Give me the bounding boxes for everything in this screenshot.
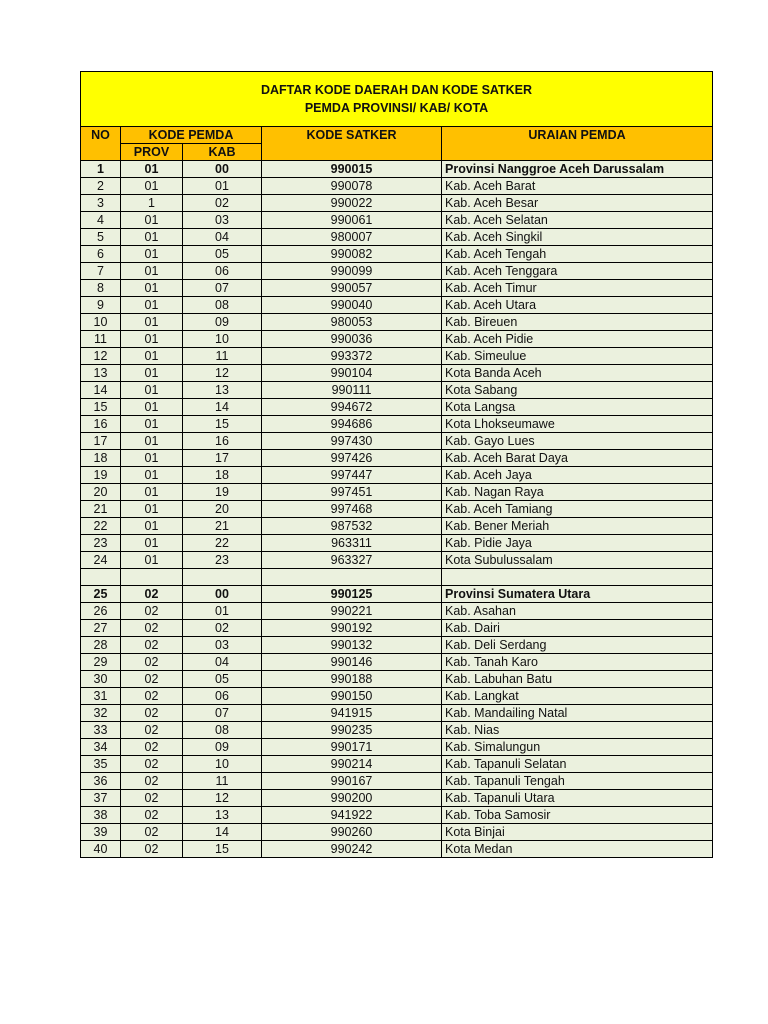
cell-prov: 01 (121, 280, 183, 297)
cell-no: 10 (81, 314, 121, 331)
cell-satker: 990082 (262, 246, 442, 263)
cell-satker: 980053 (262, 314, 442, 331)
cell-satker: 990188 (262, 671, 442, 688)
cell-satker: 990200 (262, 790, 442, 807)
cell-satker: 990061 (262, 212, 442, 229)
cell-prov: 01 (121, 263, 183, 280)
cell-prov: 01 (121, 229, 183, 246)
cell-kab: 00 (183, 586, 262, 603)
cell-kab: 13 (183, 807, 262, 824)
cell-kab: 14 (183, 824, 262, 841)
header-no: NO (81, 127, 121, 161)
cell-satker: 990167 (262, 773, 442, 790)
cell-kab: 22 (183, 535, 262, 552)
cell-no: 15 (81, 399, 121, 416)
cell-satker: 990132 (262, 637, 442, 654)
cell-no: 9 (81, 297, 121, 314)
cell-prov: 1 (121, 195, 183, 212)
cell-no: 23 (81, 535, 121, 552)
cell-prov: 02 (121, 620, 183, 637)
cell-kab: 06 (183, 263, 262, 280)
table-row (81, 671, 713, 688)
table-row (81, 756, 713, 773)
cell-prov: 01 (121, 501, 183, 518)
table-row (81, 739, 713, 756)
table-row (81, 263, 713, 280)
cell-satker: 994686 (262, 416, 442, 433)
cell-satker: 990171 (262, 739, 442, 756)
cell-uraian: Kab. Toba Samosir (442, 807, 713, 824)
cell-uraian: Kab. Mandailing Natal (442, 705, 713, 722)
cell-prov: 01 (121, 161, 183, 178)
cell-uraian: Kab. Tapanuli Utara (442, 790, 713, 807)
cell-prov: 02 (121, 671, 183, 688)
cell-no: 39 (81, 824, 121, 841)
cell-satker: 990146 (262, 654, 442, 671)
cell-kab: 05 (183, 671, 262, 688)
cell-kab: 09 (183, 314, 262, 331)
cell-kab: 04 (183, 229, 262, 246)
cell-prov: 01 (121, 178, 183, 195)
cell-prov: 02 (121, 773, 183, 790)
cell-kab: 02 (183, 620, 262, 637)
cell-no: 2 (81, 178, 121, 195)
table-row (81, 654, 713, 671)
cell-uraian: Kab. Aceh Tengah (442, 246, 713, 263)
cell-no: 28 (81, 637, 121, 654)
cell-prov: 01 (121, 314, 183, 331)
cell-no: 14 (81, 382, 121, 399)
cell-uraian: Kab. Aceh Tamiang (442, 501, 713, 518)
table-row (81, 807, 713, 824)
cell-uraian: Provinsi Nanggroe Aceh Darussalam (442, 161, 713, 178)
table-row (81, 195, 713, 212)
cell-uraian: Kab. Tapanuli Selatan (442, 756, 713, 773)
kode-daerah-table (80, 71, 713, 858)
cell-satker: 990221 (262, 603, 442, 620)
table-row (81, 603, 713, 620)
cell-no: 6 (81, 246, 121, 263)
cell-uraian: Kota Sabang (442, 382, 713, 399)
cell-no: 32 (81, 705, 121, 722)
cell-satker: 990057 (262, 280, 442, 297)
cell-kab: 05 (183, 246, 262, 263)
cell-kab: 15 (183, 416, 262, 433)
header-prov: PROV (121, 144, 183, 161)
cell-uraian: Kab. Aceh Utara (442, 297, 713, 314)
cell-satker: 997468 (262, 501, 442, 518)
cell-uraian: Kab. Aceh Singkil (442, 229, 713, 246)
header-uraian-pemda: URAIAN PEMDA (442, 127, 713, 161)
cell-no: 13 (81, 365, 121, 382)
table-row (81, 467, 713, 484)
table-row (81, 382, 713, 399)
cell-uraian: Kab. Aceh Timur (442, 280, 713, 297)
cell-kab: 08 (183, 722, 262, 739)
cell-no: 37 (81, 790, 121, 807)
cell-satker: 990099 (262, 263, 442, 280)
province-row (81, 586, 713, 603)
cell-no: 1 (81, 161, 121, 178)
cell-satker: 994672 (262, 399, 442, 416)
title-row (81, 72, 713, 127)
cell-prov: 01 (121, 348, 183, 365)
table-row (81, 433, 713, 450)
cell-kab: 06 (183, 688, 262, 705)
cell-satker: 963327 (262, 552, 442, 569)
table-row (81, 229, 713, 246)
cell-uraian: Kab. Pidie Jaya (442, 535, 713, 552)
cell-uraian: Kota Binjai (442, 824, 713, 841)
table-row (81, 178, 713, 195)
cell-satker: 997426 (262, 450, 442, 467)
table-row (81, 722, 713, 739)
cell-satker: 980007 (262, 229, 442, 246)
cell-uraian: Kab. Labuhan Batu (442, 671, 713, 688)
table-row (81, 314, 713, 331)
cell-prov: 01 (121, 518, 183, 535)
cell-kab: 13 (183, 382, 262, 399)
cell-satker: 990022 (262, 195, 442, 212)
cell-satker: 990214 (262, 756, 442, 773)
cell-uraian: Kab. Tanah Karo (442, 654, 713, 671)
cell-uraian: Kab. Asahan (442, 603, 713, 620)
cell-uraian: Kab. Tapanuli Tengah (442, 773, 713, 790)
cell-kab: 03 (183, 637, 262, 654)
cell-kab: 10 (183, 331, 262, 348)
cell-satker: 997447 (262, 467, 442, 484)
cell-satker: 990235 (262, 722, 442, 739)
table-row (81, 348, 713, 365)
cell-no: 29 (81, 654, 121, 671)
blank-cell (81, 569, 121, 586)
cell-uraian: Kab. Dairi (442, 620, 713, 637)
header-kode-pemda: KODE PEMDA (121, 127, 262, 144)
cell-kab: 14 (183, 399, 262, 416)
cell-prov: 01 (121, 416, 183, 433)
cell-no: 20 (81, 484, 121, 501)
cell-uraian: Kota Banda Aceh (442, 365, 713, 382)
table-row (81, 484, 713, 501)
table-row (81, 688, 713, 705)
header-row-1 (81, 127, 713, 144)
cell-uraian: Kab. Aceh Barat (442, 178, 713, 195)
cell-uraian: Kota Langsa (442, 399, 713, 416)
cell-prov: 02 (121, 705, 183, 722)
table-row (81, 637, 713, 654)
cell-uraian: Kab. Aceh Selatan (442, 212, 713, 229)
blank-cell (262, 569, 442, 586)
cell-no: 5 (81, 229, 121, 246)
cell-kab: 16 (183, 433, 262, 450)
cell-kab: 00 (183, 161, 262, 178)
cell-prov: 02 (121, 841, 183, 858)
cell-no: 12 (81, 348, 121, 365)
cell-satker: 990078 (262, 178, 442, 195)
cell-prov: 01 (121, 467, 183, 484)
cell-uraian: Kab. Simalungun (442, 739, 713, 756)
table-row (81, 365, 713, 382)
cell-no: 34 (81, 739, 121, 756)
cell-satker: 990036 (262, 331, 442, 348)
table-row (81, 620, 713, 637)
blank-cell (121, 569, 183, 586)
cell-no: 16 (81, 416, 121, 433)
table-row (81, 705, 713, 722)
cell-prov: 01 (121, 484, 183, 501)
cell-kab: 11 (183, 773, 262, 790)
cell-no: 18 (81, 450, 121, 467)
cell-prov: 02 (121, 756, 183, 773)
blank-cell (183, 569, 262, 586)
cell-kab: 11 (183, 348, 262, 365)
cell-uraian: Kota Subulussalam (442, 552, 713, 569)
cell-prov: 01 (121, 450, 183, 467)
cell-uraian: Provinsi Sumatera Utara (442, 586, 713, 603)
cell-satker: 990015 (262, 161, 442, 178)
table-row (81, 246, 713, 263)
cell-satker: 990192 (262, 620, 442, 637)
cell-satker: 997430 (262, 433, 442, 450)
cell-kab: 08 (183, 297, 262, 314)
cell-satker: 990111 (262, 382, 442, 399)
cell-no: 17 (81, 433, 121, 450)
cell-uraian: Kab. Langkat (442, 688, 713, 705)
province-row (81, 161, 713, 178)
cell-no: 22 (81, 518, 121, 535)
cell-uraian: Kota Medan (442, 841, 713, 858)
cell-prov: 01 (121, 535, 183, 552)
cell-kab: 12 (183, 790, 262, 807)
cell-prov: 01 (121, 212, 183, 229)
cell-no: 8 (81, 280, 121, 297)
table-row (81, 535, 713, 552)
table-row (81, 518, 713, 535)
cell-no: 19 (81, 467, 121, 484)
cell-kab: 15 (183, 841, 262, 858)
cell-no: 21 (81, 501, 121, 518)
cell-uraian: Kab. Deli Serdang (442, 637, 713, 654)
cell-no: 26 (81, 603, 121, 620)
cell-kab: 09 (183, 739, 262, 756)
cell-satker: 990104 (262, 365, 442, 382)
cell-no: 7 (81, 263, 121, 280)
cell-kab: 17 (183, 450, 262, 467)
cell-prov: 02 (121, 637, 183, 654)
cell-no: 11 (81, 331, 121, 348)
cell-uraian: Kab. Bireuen (442, 314, 713, 331)
cell-prov: 01 (121, 399, 183, 416)
cell-kab: 01 (183, 603, 262, 620)
cell-kab: 10 (183, 756, 262, 773)
cell-no: 4 (81, 212, 121, 229)
cell-uraian: Kab. Gayo Lues (442, 433, 713, 450)
cell-kab: 18 (183, 467, 262, 484)
header-kode-satker: KODE SATKER (262, 127, 442, 161)
cell-prov: 02 (121, 603, 183, 620)
table-row (81, 416, 713, 433)
cell-kab: 07 (183, 280, 262, 297)
cell-uraian: Kab. Aceh Tenggara (442, 263, 713, 280)
cell-uraian: Kota Lhokseumawe (442, 416, 713, 433)
cell-prov: 01 (121, 297, 183, 314)
cell-no: 38 (81, 807, 121, 824)
cell-uraian: Kab. Simeulue (442, 348, 713, 365)
table-row (81, 450, 713, 467)
cell-kab: 19 (183, 484, 262, 501)
cell-satker: 993372 (262, 348, 442, 365)
cell-no: 31 (81, 688, 121, 705)
cell-satker: 941922 (262, 807, 442, 824)
table-row (81, 399, 713, 416)
table-row (81, 773, 713, 790)
cell-no: 25 (81, 586, 121, 603)
cell-no: 27 (81, 620, 121, 637)
cell-prov: 02 (121, 824, 183, 841)
blank-row (81, 569, 713, 586)
cell-prov: 02 (121, 722, 183, 739)
cell-prov: 02 (121, 739, 183, 756)
cell-prov: 01 (121, 365, 183, 382)
cell-satker: 990260 (262, 824, 442, 841)
table-row (81, 280, 713, 297)
cell-kab: 02 (183, 195, 262, 212)
table-row (81, 790, 713, 807)
cell-prov: 01 (121, 433, 183, 450)
cell-satker: 963311 (262, 535, 442, 552)
cell-satker: 990125 (262, 586, 442, 603)
cell-kab: 20 (183, 501, 262, 518)
table-row (81, 501, 713, 518)
cell-kab: 21 (183, 518, 262, 535)
cell-uraian: Kab. Nagan Raya (442, 484, 713, 501)
table-row (81, 212, 713, 229)
cell-uraian: Kab. Aceh Barat Daya (442, 450, 713, 467)
cell-satker: 990242 (262, 841, 442, 858)
title-line-2: PEMDA PROVINSI/ KAB/ KOTA (304, 101, 489, 115)
table-row (81, 824, 713, 841)
cell-prov: 02 (121, 807, 183, 824)
cell-satker: 990150 (262, 688, 442, 705)
cell-uraian: Kab. Bener Meriah (442, 518, 713, 535)
cell-prov: 01 (121, 331, 183, 348)
cell-kab: 04 (183, 654, 262, 671)
cell-no: 24 (81, 552, 121, 569)
cell-uraian: Kab. Nias (442, 722, 713, 739)
cell-prov: 01 (121, 552, 183, 569)
cell-no: 3 (81, 195, 121, 212)
cell-prov: 01 (121, 246, 183, 263)
header-kab: KAB (183, 144, 262, 161)
table-row (81, 841, 713, 858)
cell-prov: 01 (121, 382, 183, 399)
cell-kab: 07 (183, 705, 262, 722)
cell-kab: 03 (183, 212, 262, 229)
cell-satker: 987532 (262, 518, 442, 535)
cell-kab: 23 (183, 552, 262, 569)
table-row (81, 552, 713, 569)
cell-prov: 02 (121, 654, 183, 671)
cell-no: 30 (81, 671, 121, 688)
cell-no: 36 (81, 773, 121, 790)
table-row (81, 297, 713, 314)
cell-satker: 990040 (262, 297, 442, 314)
cell-satker: 941915 (262, 705, 442, 722)
cell-kab: 01 (183, 178, 262, 195)
cell-uraian: Kab. Aceh Jaya (442, 467, 713, 484)
blank-cell (442, 569, 713, 586)
title-line-1: DAFTAR KODE DAERAH DAN KODE SATKER (260, 83, 533, 97)
cell-satker: 997451 (262, 484, 442, 501)
cell-prov: 02 (121, 586, 183, 603)
cell-no: 35 (81, 756, 121, 773)
cell-prov: 02 (121, 688, 183, 705)
cell-kab: 12 (183, 365, 262, 382)
cell-no: 33 (81, 722, 121, 739)
cell-prov: 02 (121, 790, 183, 807)
cell-uraian: Kab. Aceh Besar (442, 195, 713, 212)
table-row (81, 331, 713, 348)
cell-uraian: Kab. Aceh Pidie (442, 331, 713, 348)
cell-no: 40 (81, 841, 121, 858)
table-title (81, 72, 713, 127)
